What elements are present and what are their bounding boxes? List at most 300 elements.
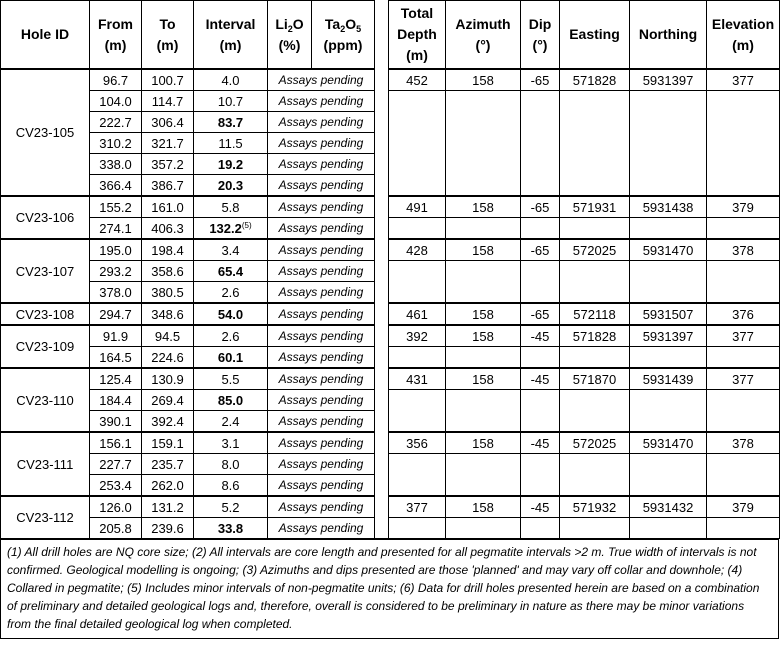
northing-cell: 5931432 xyxy=(630,496,707,518)
empty-cell xyxy=(521,411,560,433)
footnote-ref: (5) xyxy=(241,220,252,230)
interval-value: 33.8 xyxy=(217,520,244,536)
hole-id-cell: CV23-109 xyxy=(1,325,90,368)
azimuth-cell: 158 xyxy=(446,303,521,325)
empty-cell xyxy=(560,390,630,411)
empty-cell xyxy=(707,347,780,369)
table-row xyxy=(1,154,780,175)
column-separator xyxy=(375,303,389,325)
depth-cell: 377 xyxy=(389,496,446,518)
assay-status-cell: Assays pending xyxy=(268,518,375,539)
empty-cell xyxy=(707,91,780,112)
empty-cell xyxy=(707,411,780,433)
table-row xyxy=(1,368,780,390)
to-cell: 357.2 xyxy=(142,154,194,175)
table-row xyxy=(1,133,780,154)
to-cell: 358.6 xyxy=(142,261,194,282)
northing-cell: 5931438 xyxy=(630,196,707,218)
from-cell: 294.7 xyxy=(90,303,142,325)
interval-value: 4.0 xyxy=(221,72,240,88)
from-cell: 156.1 xyxy=(90,432,142,454)
from-cell: 253.4 xyxy=(90,475,142,497)
column-separator xyxy=(375,368,389,390)
interval-value: 54.0 xyxy=(217,306,244,322)
empty-cell xyxy=(630,411,707,433)
to-cell: 94.5 xyxy=(142,325,194,347)
empty-cell xyxy=(707,518,780,539)
empty-cell xyxy=(630,112,707,133)
header-total-depth: Total Depth (m) xyxy=(389,1,446,70)
assay-status-cell: Assays pending xyxy=(268,196,375,218)
empty-cell xyxy=(630,390,707,411)
empty-cell xyxy=(521,475,560,497)
table-row xyxy=(1,454,780,475)
empty-cell xyxy=(560,518,630,539)
empty-cell xyxy=(446,347,521,369)
empty-cell xyxy=(446,390,521,411)
table-row xyxy=(1,69,780,91)
table-row xyxy=(1,175,780,197)
header-to: To (m) xyxy=(142,1,194,70)
assay-status-cell: Assays pending xyxy=(268,239,375,261)
table-body xyxy=(1,69,780,539)
empty-cell xyxy=(446,475,521,497)
hole-id-cell: CV23-107 xyxy=(1,239,90,303)
table-row xyxy=(1,390,780,411)
header-separator xyxy=(375,1,389,70)
empty-cell xyxy=(521,218,560,240)
interval-cell xyxy=(194,390,268,411)
empty-cell xyxy=(560,347,630,369)
interval-value: 3.4 xyxy=(221,242,240,258)
azimuth-cell: 158 xyxy=(446,239,521,261)
from-cell: 205.8 xyxy=(90,518,142,539)
table-row xyxy=(1,475,780,497)
interval-cell xyxy=(194,518,268,539)
interval-cell xyxy=(194,432,268,454)
empty-cell xyxy=(389,261,446,282)
to-cell: 348.6 xyxy=(142,303,194,325)
header-li2o: $Li_2O$ (%) xyxy=(268,1,312,70)
from-cell: 104.0 xyxy=(90,91,142,112)
interval-value: 2.6 xyxy=(221,284,240,300)
to-cell: 131.2 xyxy=(142,496,194,518)
from-cell: 164.5 xyxy=(90,347,142,369)
column-separator xyxy=(375,347,389,369)
empty-cell xyxy=(389,218,446,240)
assay-status-cell: Assays pending xyxy=(268,325,375,347)
empty-cell xyxy=(446,91,521,112)
empty-cell xyxy=(446,154,521,175)
empty-cell xyxy=(389,518,446,539)
northing-cell: 5931439 xyxy=(630,368,707,390)
empty-cell xyxy=(630,282,707,304)
elevation-cell: 377 xyxy=(707,69,780,91)
hole-id-cell: CV23-111 xyxy=(1,432,90,496)
interval-value: 11.5 xyxy=(218,135,243,151)
interval-value: 2.4 xyxy=(221,413,240,429)
empty-cell xyxy=(630,91,707,112)
table-row xyxy=(1,196,780,218)
hole-id-cell: CV23-106 xyxy=(1,196,90,239)
empty-cell xyxy=(560,454,630,475)
from-cell: 338.0 xyxy=(90,154,142,175)
column-separator xyxy=(375,475,389,497)
empty-cell xyxy=(446,133,521,154)
from-cell: 155.2 xyxy=(90,196,142,218)
empty-cell xyxy=(521,133,560,154)
easting-cell: 571931 xyxy=(560,196,630,218)
to-cell: 235.7 xyxy=(142,454,194,475)
assay-status-cell: Assays pending xyxy=(268,390,375,411)
interval-cell xyxy=(194,496,268,518)
column-separator xyxy=(375,154,389,175)
assay-status-cell: Assays pending xyxy=(268,496,375,518)
empty-cell xyxy=(630,154,707,175)
empty-cell xyxy=(521,454,560,475)
table-row xyxy=(1,303,780,325)
interval-cell xyxy=(194,454,268,475)
empty-cell xyxy=(521,518,560,539)
to-cell: 159.1 xyxy=(142,432,194,454)
table-row xyxy=(1,239,780,261)
column-separator xyxy=(375,218,389,240)
empty-cell xyxy=(560,282,630,304)
empty-cell xyxy=(630,133,707,154)
to-cell: 262.0 xyxy=(142,475,194,497)
column-separator xyxy=(375,91,389,112)
assay-status-cell: Assays pending xyxy=(268,411,375,433)
empty-cell xyxy=(707,154,780,175)
empty-cell xyxy=(560,91,630,112)
interval-cell xyxy=(194,325,268,347)
elevation-cell: 377 xyxy=(707,368,780,390)
empty-cell xyxy=(389,175,446,197)
interval-cell xyxy=(194,303,268,325)
from-cell: 227.7 xyxy=(90,454,142,475)
interval-cell xyxy=(194,175,268,197)
elevation-cell: 378 xyxy=(707,239,780,261)
empty-cell xyxy=(560,261,630,282)
interval-cell xyxy=(194,261,268,282)
empty-cell xyxy=(446,411,521,433)
empty-cell xyxy=(560,133,630,154)
header-elevation: Elevation (m) xyxy=(707,1,780,70)
table-header xyxy=(1,1,780,70)
easting-cell: 571828 xyxy=(560,325,630,347)
empty-cell xyxy=(446,175,521,197)
interval-value: 3.1 xyxy=(221,435,240,451)
interval-value: 10.7 xyxy=(217,93,244,109)
from-cell: 126.0 xyxy=(90,496,142,518)
interval-value: 60.1 xyxy=(217,349,244,365)
table-row xyxy=(1,282,780,304)
table-row xyxy=(1,325,780,347)
from-cell: 91.9 xyxy=(90,325,142,347)
interval-value: 8.6 xyxy=(221,477,240,493)
empty-cell xyxy=(630,175,707,197)
dip-cell: -45 xyxy=(521,325,560,347)
empty-cell xyxy=(707,133,780,154)
to-cell: 239.6 xyxy=(142,518,194,539)
empty-cell xyxy=(560,475,630,497)
to-cell: 198.4 xyxy=(142,239,194,261)
assay-status-cell: Assays pending xyxy=(268,91,375,112)
from-cell: 184.4 xyxy=(90,390,142,411)
elevation-cell: 376 xyxy=(707,303,780,325)
hole-id-cell: CV23-112 xyxy=(1,496,90,539)
assay-status-cell: Assays pending xyxy=(268,175,375,197)
northing-cell: 5931470 xyxy=(630,432,707,454)
from-cell: 293.2 xyxy=(90,261,142,282)
table-row xyxy=(1,411,780,433)
empty-cell xyxy=(446,112,521,133)
to-cell: 224.6 xyxy=(142,347,194,369)
easting-cell: 572118 xyxy=(560,303,630,325)
empty-cell xyxy=(707,454,780,475)
empty-cell xyxy=(389,112,446,133)
assay-status-cell: Assays pending xyxy=(268,347,375,369)
empty-cell xyxy=(707,475,780,497)
from-cell: 195.0 xyxy=(90,239,142,261)
interval-value: 5.5 xyxy=(221,371,240,387)
dip-cell: -45 xyxy=(521,368,560,390)
header-azimuth: Azimuth (°) xyxy=(446,1,521,70)
interval-cell xyxy=(194,112,268,133)
from-cell: 390.1 xyxy=(90,411,142,433)
empty-cell xyxy=(630,218,707,240)
dip-cell: -65 xyxy=(521,69,560,91)
interval-cell xyxy=(194,69,268,91)
empty-cell xyxy=(707,218,780,240)
from-cell: 222.7 xyxy=(90,112,142,133)
depth-cell: 428 xyxy=(389,239,446,261)
table-row xyxy=(1,496,780,518)
azimuth-cell: 158 xyxy=(446,69,521,91)
assay-status-cell: Assays pending xyxy=(268,154,375,175)
northing-cell: 5931397 xyxy=(630,69,707,91)
interval-value: 85.0 xyxy=(217,392,244,408)
interval-cell xyxy=(194,239,268,261)
empty-cell xyxy=(389,454,446,475)
column-separator xyxy=(375,496,389,518)
easting-cell: 571870 xyxy=(560,368,630,390)
assay-status-cell: Assays pending xyxy=(268,303,375,325)
empty-cell xyxy=(446,261,521,282)
depth-cell: 431 xyxy=(389,368,446,390)
elevation-cell: 377 xyxy=(707,325,780,347)
easting-cell: 572025 xyxy=(560,239,630,261)
table-row xyxy=(1,91,780,112)
interval-cell xyxy=(194,196,268,218)
empty-cell xyxy=(389,91,446,112)
header-ta2o5: $Ta_2O_5$ (ppm) xyxy=(312,1,375,70)
to-cell: 269.4 xyxy=(142,390,194,411)
assay-status-cell: Assays pending xyxy=(268,475,375,497)
empty-cell xyxy=(707,175,780,197)
elevation-cell: 379 xyxy=(707,496,780,518)
empty-cell xyxy=(521,154,560,175)
footnotes: (1) All drill holes are NQ core size; (2) All intervals are core length and presented for all pegmatite intervals >2 m. True width of intervals is not confirmed. Geological modelling is ongoing; (3) Azimuths and dips presented are those 'planned' and may vary off collar and downhole; (4) Collared in pegmatite; (5) Includes minor intervals of non-pegmatite units; (6) Data for drill holes presented herein are based on a combination of preliminary and detailed geological logs and, therefore, overall is considered to be preliminary in nature as there may be minor variations from the final detailed geological log when completed. xyxy=(0,538,779,639)
column-separator xyxy=(375,69,389,91)
column-separator xyxy=(375,133,389,154)
assay-status-cell: Assays pending xyxy=(268,368,375,390)
hole-id-cell: CV23-110 xyxy=(1,368,90,432)
to-cell: 130.9 xyxy=(142,368,194,390)
empty-cell xyxy=(707,390,780,411)
interval-cell xyxy=(194,475,268,497)
azimuth-cell: 158 xyxy=(446,325,521,347)
table-row xyxy=(1,518,780,539)
empty-cell xyxy=(389,390,446,411)
empty-cell xyxy=(630,475,707,497)
empty-cell xyxy=(560,175,630,197)
interval-cell xyxy=(194,218,268,240)
empty-cell xyxy=(560,218,630,240)
empty-cell xyxy=(446,218,521,240)
interval-value: 2.6 xyxy=(221,328,240,344)
empty-cell xyxy=(389,475,446,497)
interval-value: 5.8 xyxy=(221,199,240,215)
column-separator xyxy=(375,196,389,218)
easting-cell: 572025 xyxy=(560,432,630,454)
header-dip: Dip (°) xyxy=(521,1,560,70)
assay-status-cell: Assays pending xyxy=(268,261,375,282)
interval-cell xyxy=(194,368,268,390)
depth-cell: 491 xyxy=(389,196,446,218)
empty-cell xyxy=(389,282,446,304)
empty-cell xyxy=(389,133,446,154)
easting-cell: 571828 xyxy=(560,69,630,91)
column-separator xyxy=(375,411,389,433)
empty-cell xyxy=(521,91,560,112)
to-cell: 321.7 xyxy=(142,133,194,154)
northing-cell: 5931507 xyxy=(630,303,707,325)
header-northing: Northing xyxy=(630,1,707,70)
from-cell: 125.4 xyxy=(90,368,142,390)
empty-cell xyxy=(630,347,707,369)
table-row xyxy=(1,112,780,133)
interval-value: 19.2 xyxy=(217,156,244,172)
dip-cell: -65 xyxy=(521,196,560,218)
column-separator xyxy=(375,325,389,347)
depth-cell: 392 xyxy=(389,325,446,347)
easting-cell: 571932 xyxy=(560,496,630,518)
to-cell: 392.4 xyxy=(142,411,194,433)
header-interval: Interval (m) xyxy=(194,1,268,70)
header-from: From (m) xyxy=(90,1,142,70)
interval-value: 65.4 xyxy=(217,263,244,279)
interval-value: 8.0 xyxy=(221,456,240,472)
interval-value: 20.3 xyxy=(217,177,244,193)
azimuth-cell: 158 xyxy=(446,496,521,518)
assay-status-cell: Assays pending xyxy=(268,69,375,91)
to-cell: 114.7 xyxy=(142,91,194,112)
to-cell: 406.3 xyxy=(142,218,194,240)
depth-cell: 461 xyxy=(389,303,446,325)
empty-cell xyxy=(521,261,560,282)
elevation-cell: 378 xyxy=(707,432,780,454)
assay-status-cell: Assays pending xyxy=(268,454,375,475)
elevation-cell: 379 xyxy=(707,196,780,218)
interval-cell xyxy=(194,91,268,112)
dip-cell: -65 xyxy=(521,239,560,261)
header-hole-id: Hole ID xyxy=(1,1,90,70)
empty-cell xyxy=(707,282,780,304)
empty-cell xyxy=(389,154,446,175)
to-cell: 100.7 xyxy=(142,69,194,91)
interval-value: 83.7 xyxy=(217,114,244,130)
to-cell: 161.0 xyxy=(142,196,194,218)
column-separator xyxy=(375,432,389,454)
from-cell: 96.7 xyxy=(90,69,142,91)
assay-status-cell: Assays pending xyxy=(268,133,375,154)
dip-cell: -45 xyxy=(521,432,560,454)
from-cell: 274.1 xyxy=(90,218,142,240)
assay-status-cell: Assays pending xyxy=(268,432,375,454)
azimuth-cell: 158 xyxy=(446,196,521,218)
northing-cell: 5931397 xyxy=(630,325,707,347)
empty-cell xyxy=(707,112,780,133)
empty-cell xyxy=(389,347,446,369)
from-cell: 310.2 xyxy=(90,133,142,154)
empty-cell xyxy=(707,261,780,282)
interval-cell xyxy=(194,282,268,304)
column-separator xyxy=(375,390,389,411)
to-cell: 386.7 xyxy=(142,175,194,197)
hole-id-cell: CV23-105 xyxy=(1,69,90,196)
table-row xyxy=(1,218,780,240)
from-cell: 378.0 xyxy=(90,282,142,304)
azimuth-cell: 158 xyxy=(446,432,521,454)
interval-value: 5.2 xyxy=(221,499,240,515)
table-row xyxy=(1,261,780,282)
empty-cell xyxy=(630,454,707,475)
empty-cell xyxy=(560,154,630,175)
empty-cell xyxy=(521,390,560,411)
column-separator xyxy=(375,518,389,539)
empty-cell xyxy=(630,518,707,539)
column-separator xyxy=(375,454,389,475)
interval-cell xyxy=(194,347,268,369)
dip-cell: -45 xyxy=(521,496,560,518)
assay-status-cell: Assays pending xyxy=(268,218,375,240)
interval-value: 132.2 xyxy=(209,220,242,236)
empty-cell xyxy=(389,411,446,433)
column-separator xyxy=(375,261,389,282)
interval-cell xyxy=(194,411,268,433)
empty-cell xyxy=(521,282,560,304)
empty-cell xyxy=(521,112,560,133)
assay-status-cell: Assays pending xyxy=(268,112,375,133)
table-row xyxy=(1,347,780,369)
from-cell: 366.4 xyxy=(90,175,142,197)
column-separator xyxy=(375,282,389,304)
northing-cell: 5931470 xyxy=(630,239,707,261)
empty-cell xyxy=(446,454,521,475)
column-separator xyxy=(375,239,389,261)
interval-cell xyxy=(194,133,268,154)
empty-cell xyxy=(446,282,521,304)
empty-cell xyxy=(560,112,630,133)
empty-cell xyxy=(446,518,521,539)
column-separator xyxy=(375,175,389,197)
interval-cell xyxy=(194,154,268,175)
column-separator xyxy=(375,112,389,133)
table-row xyxy=(1,432,780,454)
header-easting: Easting xyxy=(560,1,630,70)
to-cell: 380.5 xyxy=(142,282,194,304)
